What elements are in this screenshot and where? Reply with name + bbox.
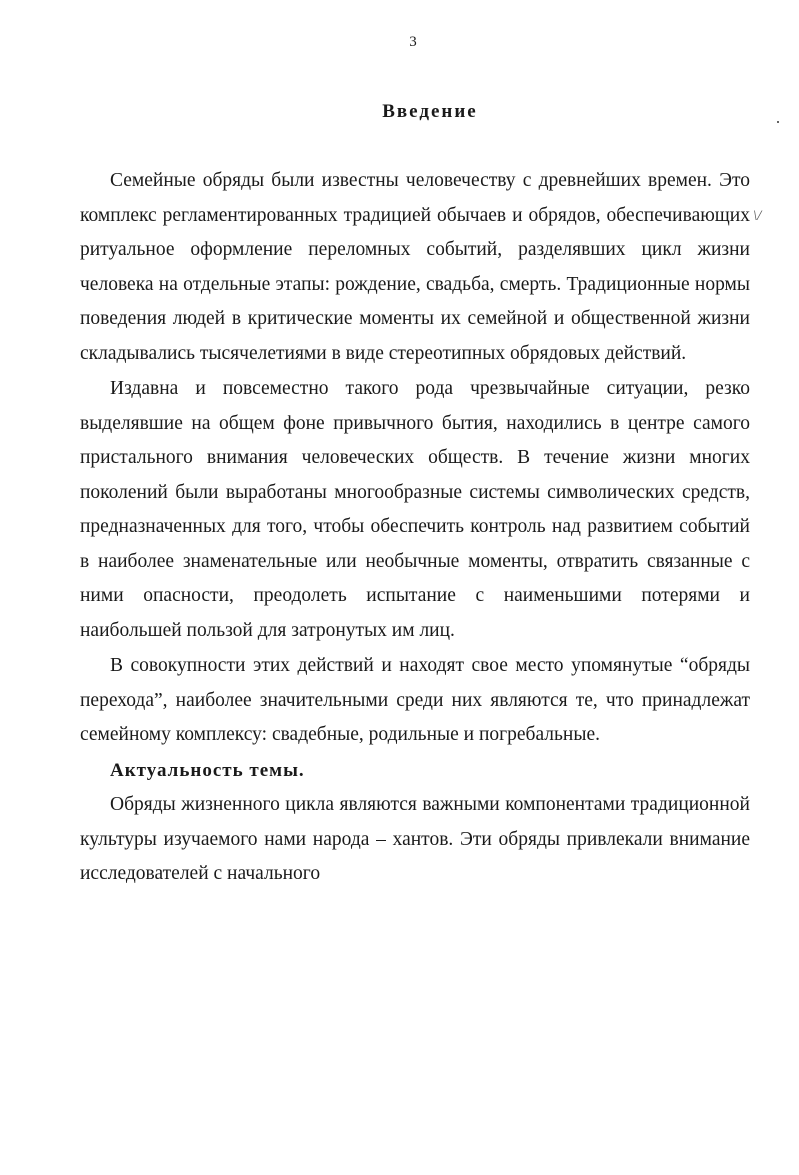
- paragraph-3: В совокупности этих действий и находят свое место упомянутые “обряды перехода”, наиболее значительными среди них являются те, что принадлежат семейному комплексу: свадебные, родильные и погребальные.: [80, 655, 750, 745]
- page-title: Введение: [382, 101, 478, 122]
- page-number: 3: [409, 34, 417, 50]
- margin-mark: \/: [753, 208, 762, 224]
- section-heading: Актуальность темы.: [110, 759, 305, 781]
- section-paragraph: Обряды жизненного цикла являются важными компонентами традиционной культуры изучаемого нами народа – хантов. Эти обряды привлекали внимание исследователей с начального: [80, 794, 750, 884]
- paragraph-1: Семейные обряды были известны человечеству с древнейших времен. Это комплекс регламентированных традицией обычаев и обрядов, обеспечивающих ритуальное оформление переломных событий, разделявших цикл жизни человека на отдельные этапы: рождение, свадьба, смерть. Традиционные нормы поведения людей в критические моменты их семейной и общественной жизни складывались тысячелетиями в виде стереотипных обрядовых действий.: [80, 170, 750, 364]
- paragraph-2: Издавна и повсеместно такого рода чрезвычайные ситуации, резко выделявшие на общем фоне привычного бытия, находились в центре самого пристального внимания человеческих обществ. В течение жизни многих поколений были выработаны многообразные системы символических средств, предназначенных для того, чтобы обеспечить контроль над развитием событий в наиболее знаменательные или необычные моменты, отвратить связанные с ними опасности, преодолеть испытание с наименьшими потерями и наибольшей пользой для затронутых им лиц.: [80, 378, 750, 641]
- body-text: [80, 164, 750, 892]
- scan-speck: [777, 121, 779, 123]
